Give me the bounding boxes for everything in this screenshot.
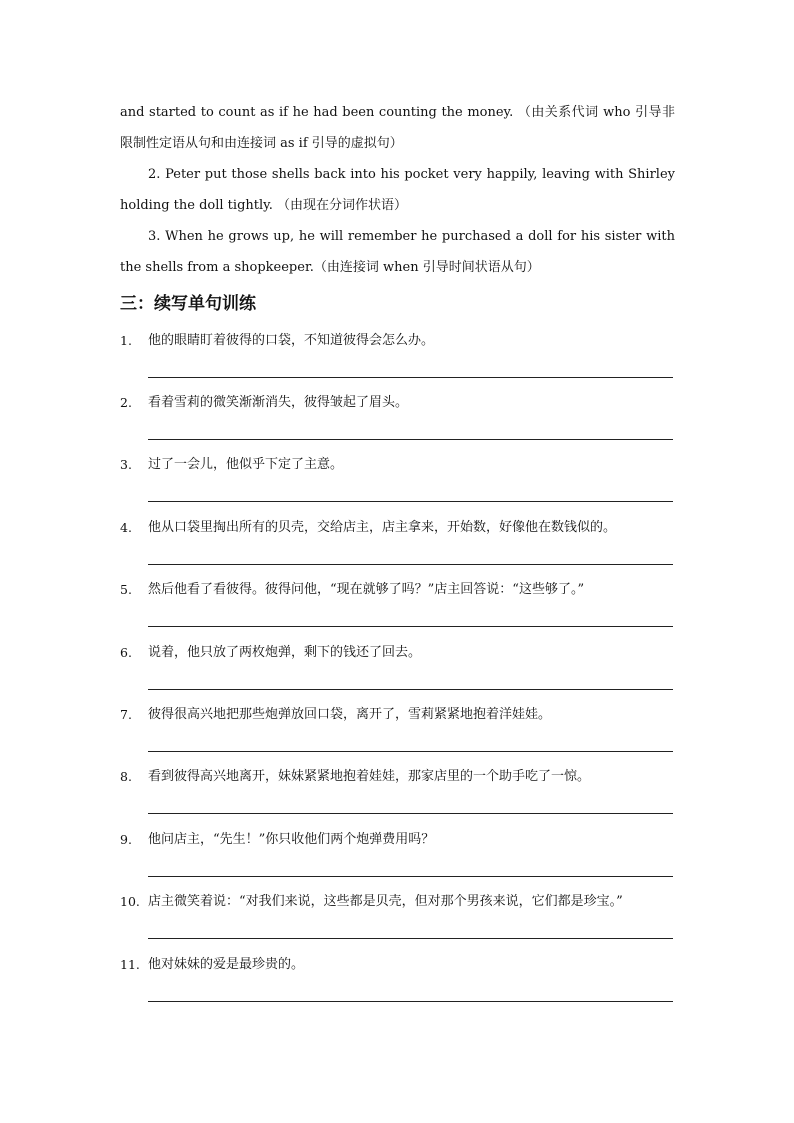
paragraph-2: 2. Peter put those shells back into his pocket very happily, leaving with Shirley holding the doll tightly. （由现在分词作状语） [120,167,675,213]
item-prompt: 然后他看了看彼得。彼得问他，“现在就够了吗？”店主回答说：“这些够了。” [148,582,585,597]
item-prompt: 他从口袋里掏出所有的贝壳，交给店主，店主拿来，开始数，好像他在数钱似的。 [148,520,617,535]
item-number: 11. [120,957,140,972]
item-prompt: 他对妹妹的爱是最珍贵的。 [148,957,305,972]
item-number: 2. [120,395,132,410]
answer-line[interactable] [148,626,673,627]
item-number: 6. [120,645,132,660]
exercise-item-11 [120,954,675,1014]
item-prompt: 他问店主，“先生！”你只收他们两个炮弹费用吗？ [148,832,435,847]
paragraph-3: 3. When he grows up, he will remember he purchased a doll for his sister with the shells from a shopkeeper.（由连接词 when 引导时间状语从句） [120,229,675,275]
exercise-item-9 [120,829,675,889]
exercise-item-3 [120,454,675,514]
answer-line[interactable] [148,1001,673,1002]
item-prompt: 说着，他只放了两枚炮弹，剩下的钱还了回去。 [148,645,422,660]
answer-line[interactable] [148,689,673,690]
item-number: 4. [120,520,132,535]
item-number: 10. [120,894,140,909]
item-prompt: 店主微笑着说：“对我们来说，这些都是贝壳，但对那个男孩来说，它们都是珍宝。” [148,894,623,909]
item-number: 7. [120,707,132,722]
item-prompt: 过了一会儿，他似乎下定了主意。 [148,457,344,472]
answer-line[interactable] [148,377,673,378]
section-title: 三：续写单句训练 [120,294,256,314]
answer-line[interactable] [148,564,673,565]
exercise-item-10 [120,891,675,951]
paragraph-1: and started to count as if he had been counting the money. （由关系代词 who 引导非限制性定语从句和由连接词 as if 引导的虚拟句） [120,105,675,151]
item-number: 9. [120,832,132,847]
exercise-item-6 [120,642,675,702]
exercise-item-4 [120,517,675,577]
answer-line[interactable] [148,938,673,939]
exercise-item-2 [120,392,675,452]
answer-line[interactable] [148,751,673,752]
exercise-item-8 [120,766,675,826]
item-prompt: 彼得很高兴地把那些炮弹放回口袋，离开了，雪莉紧紧地抱着洋娃娃。 [148,707,552,722]
item-prompt: 他的眼睛盯着彼得的口袋，不知道彼得会怎么办。 [148,333,435,348]
item-number: 8. [120,769,132,784]
item-prompt: 看到彼得高兴地离开，妹妹紧紧地抱着娃娃，那家店里的一个助手吃了一惊。 [148,769,591,784]
item-number: 3. [120,457,132,472]
item-number: 1. [120,333,132,348]
answer-line[interactable] [148,813,673,814]
item-number: 5. [120,582,132,597]
answer-line[interactable] [148,876,673,877]
exercise-item-1 [120,330,675,390]
item-prompt: 看着雪莉的微笑渐渐消失，彼得皱起了眉头。 [148,395,409,410]
answer-line[interactable] [148,439,673,440]
exercise-item-5 [120,579,675,639]
answer-line[interactable] [148,501,673,502]
exercise-item-7 [120,704,675,764]
